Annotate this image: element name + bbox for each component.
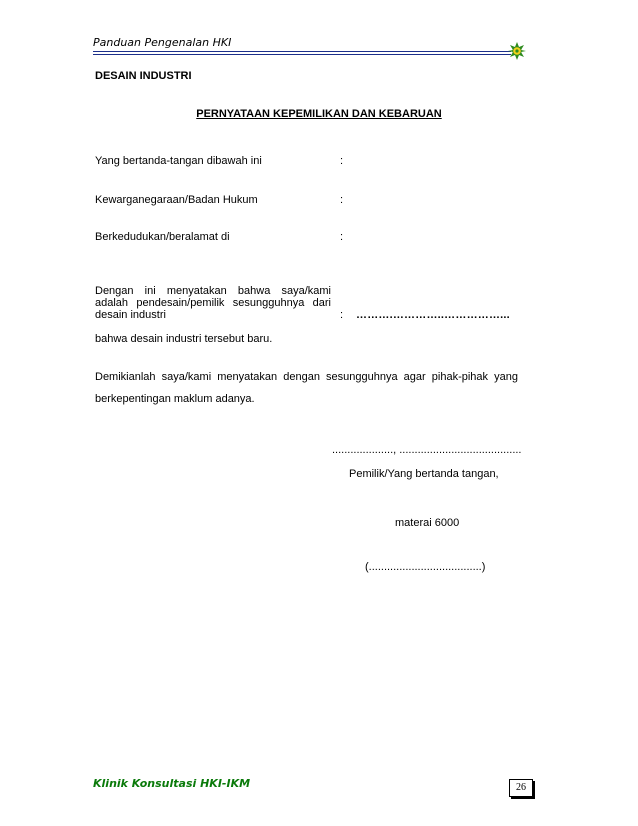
stamp-label: materai 6000 bbox=[395, 517, 460, 529]
declaration-colon: : bbox=[340, 309, 344, 321]
field-colon-address: : bbox=[340, 231, 344, 243]
declaration-blank: ……….…………..……………... bbox=[356, 309, 510, 321]
field-label-address: Berkedudukan/beralamat di bbox=[95, 231, 230, 243]
place-date-blank: ...................., ........................................ bbox=[332, 444, 522, 456]
signer-label: Pemilik/Yang bertanda tangan, bbox=[349, 468, 499, 480]
field-label-signer: Yang bertanda-tangan dibawah ini bbox=[95, 155, 262, 167]
page-number: 26 bbox=[509, 779, 533, 797]
header-rule-bottom bbox=[93, 54, 511, 55]
section-label: DESAIN INDUSTRI bbox=[95, 70, 192, 82]
gear-emblem-icon bbox=[508, 42, 526, 60]
field-colon-citizenship: : bbox=[340, 194, 344, 206]
declaration-text: Dengan ini menyatakan bahwa saya/kami adalah pendesain/pemilik sesungguhnya dari desain industri bbox=[95, 285, 331, 321]
document-title bbox=[0, 108, 638, 120]
field-label-citizenship: Kewarganegaraan/Badan Hukum bbox=[95, 194, 258, 206]
signature-name-blank: (.....................................) bbox=[365, 561, 486, 573]
novelty-statement: bahwa desain industri tersebut baru. bbox=[95, 333, 273, 345]
field-colon-signer: : bbox=[340, 155, 344, 167]
closing-statement: Demikianlah saya/kami menyatakan dengan sesungguhnya agar pihak-pihak yang berkepentingan maklum adanya. bbox=[95, 371, 518, 405]
document-title-text: PERNYATAAN KEPEMILIKAN DAN KEBARUAN bbox=[196, 108, 442, 120]
footer-label: Klinik Konsultasi HKI-IKM bbox=[93, 777, 251, 790]
running-header-title: Panduan Pengenalan HKI bbox=[93, 36, 232, 49]
header-rule-top bbox=[93, 51, 511, 52]
